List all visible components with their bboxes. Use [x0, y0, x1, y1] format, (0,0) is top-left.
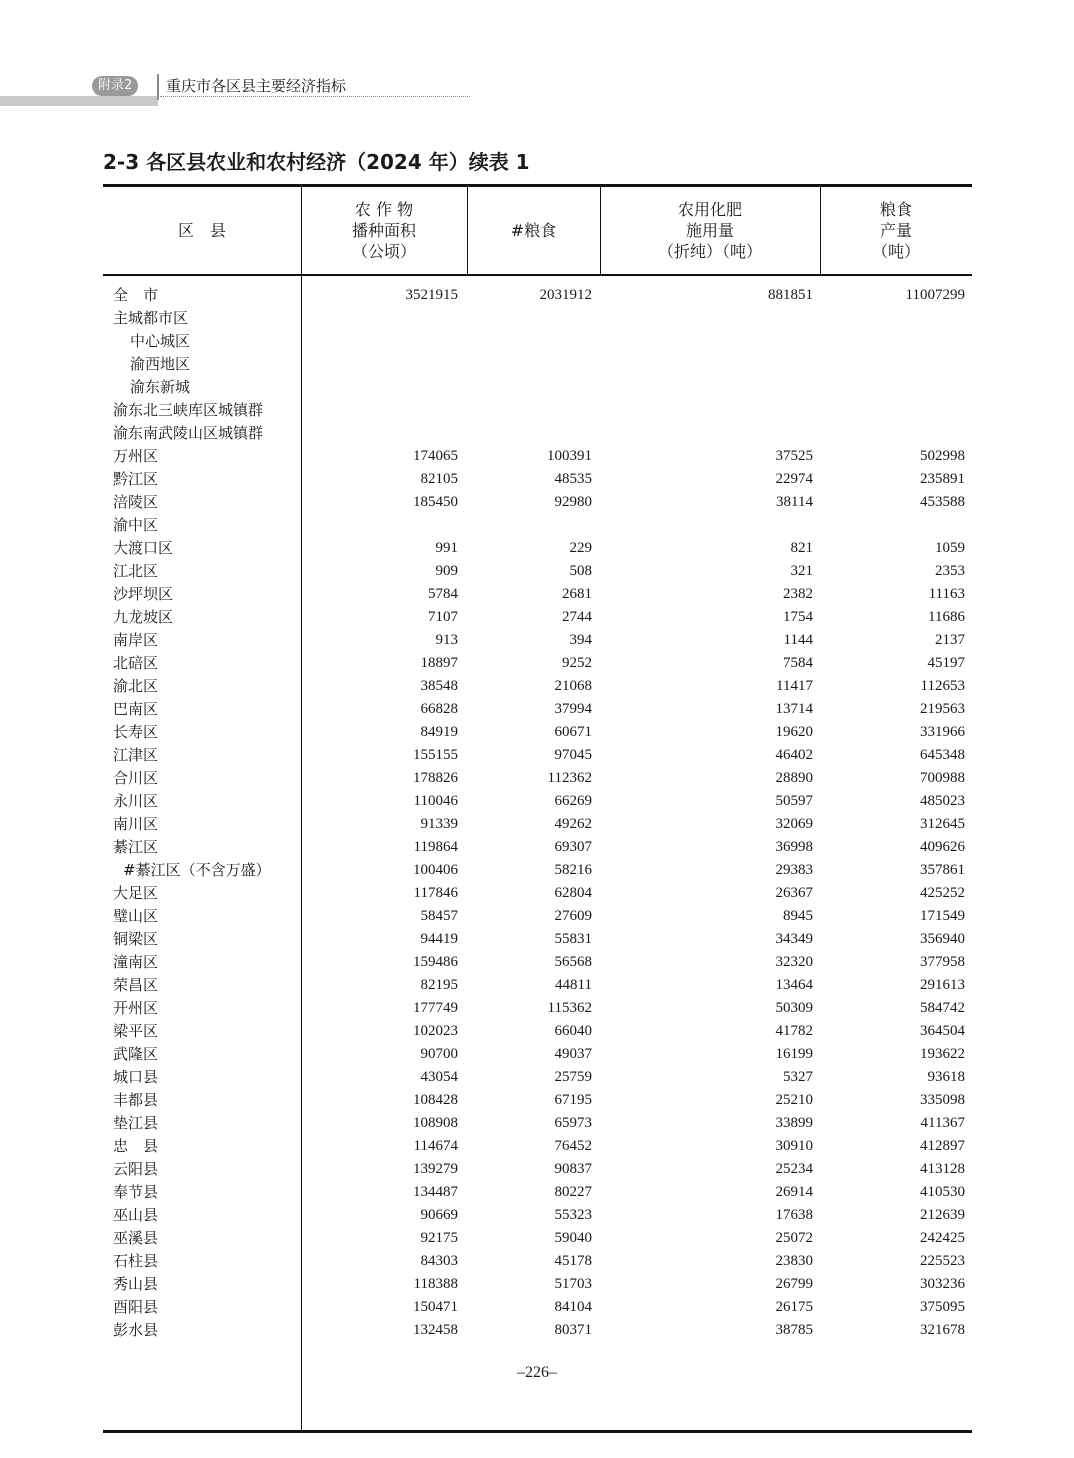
row-value-cell: 100406: [413, 862, 458, 878]
row-value-cell: 178826: [413, 770, 458, 786]
table-row: [103, 1273, 972, 1296]
row-value-cell: 219563: [920, 701, 965, 717]
row-value-cell: 291613: [920, 977, 965, 993]
row-region-name: 秀山县: [113, 1275, 159, 1293]
table-row: [103, 399, 972, 422]
row-value-cell: 38785: [775, 1322, 813, 1338]
row-value-cell: 700988: [920, 770, 965, 786]
row-value-cell: 502998: [920, 448, 965, 464]
row-value-cell: 357861: [920, 862, 965, 878]
row-value-cell: 9252: [562, 655, 592, 671]
row-value-cell: 453588: [920, 494, 965, 510]
row-value-cell: 821: [790, 540, 813, 556]
row-region-name: 渝北区: [113, 677, 159, 695]
row-value-cell: 356940: [920, 931, 965, 947]
row-value-cell: 90700: [420, 1046, 458, 1062]
row-region-name: 江津区: [113, 746, 159, 764]
table-row: [103, 859, 972, 882]
row-value-cell: 32320: [775, 954, 813, 970]
table-row: [103, 1066, 972, 1089]
row-value-cell: 335098: [920, 1092, 965, 1108]
row-region-name: 长寿区: [113, 723, 159, 741]
row-value-cell: 3521915: [405, 287, 458, 303]
row-region-name: 沙坪坝区: [113, 585, 174, 603]
table-row: [103, 1135, 972, 1158]
row-value-cell: 49037: [554, 1046, 592, 1062]
table-row: [103, 284, 972, 307]
row-value-cell: 90837: [554, 1161, 592, 1177]
row-value-cell: 881851: [768, 287, 813, 303]
table-row: [103, 974, 972, 997]
row-region-name: 巴南区: [113, 700, 159, 718]
row-value-cell: 66828: [420, 701, 458, 717]
row-value-cell: 97045: [554, 747, 592, 763]
row-value-cell: 80371: [554, 1322, 592, 1338]
row-region-name: 南岸区: [113, 631, 159, 649]
running-header: [0, 74, 470, 104]
row-value-cell: 59040: [554, 1230, 592, 1246]
statistics-table: [103, 184, 972, 1433]
row-value-cell: 185450: [413, 494, 458, 510]
row-value-cell: 8945: [783, 908, 813, 924]
row-value-cell: 22974: [775, 471, 813, 487]
row-value-cell: 5784: [428, 586, 458, 602]
row-value-cell: 38548: [420, 678, 458, 694]
row-value-cell: 44811: [555, 977, 592, 993]
table-row: [103, 1227, 972, 1250]
row-value-cell: 38114: [776, 494, 813, 510]
row-value-cell: 1059: [935, 540, 965, 556]
row-value-cell: 425252: [920, 885, 965, 901]
table-row: [103, 376, 972, 399]
row-region-name: 渝中区: [113, 516, 159, 534]
header-grain: [467, 187, 600, 274]
row-value-cell: 2031912: [539, 287, 592, 303]
row-region-name: 梁平区: [113, 1022, 159, 1040]
row-value-cell: 303236: [920, 1276, 965, 1292]
row-value-cell: 82105: [420, 471, 458, 487]
row-value-cell: 26175: [775, 1299, 813, 1315]
row-region-name: 永川区: [113, 792, 159, 810]
row-value-cell: 50309: [775, 1000, 813, 1016]
row-value-cell: 93618: [927, 1069, 965, 1085]
row-value-cell: 11686: [928, 609, 965, 625]
table-row: [103, 1250, 972, 1273]
table-row: [103, 813, 972, 836]
row-value-cell: 584742: [920, 1000, 965, 1016]
row-value-cell: 645348: [920, 747, 965, 763]
row-value-cell: 27609: [554, 908, 592, 924]
header-line: 农 作 物: [354, 200, 414, 219]
table-row: [103, 514, 972, 537]
row-value-cell: 94419: [420, 931, 458, 947]
row-value-cell: 34349: [775, 931, 813, 947]
header-line: 产量: [879, 221, 912, 240]
row-value-cell: 112362: [547, 770, 592, 786]
table-row: [103, 675, 972, 698]
row-value-cell: 229: [569, 540, 592, 556]
row-value-cell: 225523: [920, 1253, 965, 1269]
row-region-name: 垫江县: [113, 1114, 159, 1132]
row-region-name: 铜梁区: [113, 930, 159, 948]
table-row: [103, 905, 972, 928]
row-region-name: 石柱县: [113, 1252, 159, 1270]
table-row: [103, 491, 972, 514]
row-value-cell: 65973: [554, 1115, 592, 1131]
row-value-cell: 56568: [554, 954, 592, 970]
row-value-cell: 485023: [920, 793, 965, 809]
row-value-cell: 48535: [554, 471, 592, 487]
row-value-cell: 321: [790, 563, 813, 579]
table-row: [103, 1204, 972, 1227]
row-region-name: 綦江区: [113, 838, 159, 856]
row-value-cell: 212639: [920, 1207, 965, 1223]
running-header-title: 重庆市各区县主要经济指标: [166, 77, 347, 95]
header-line: （公顷）: [351, 242, 416, 261]
row-value-cell: 177749: [413, 1000, 458, 1016]
row-value-cell: 2681: [562, 586, 592, 602]
column-divider: [820, 187, 821, 274]
row-value-cell: 13714: [775, 701, 813, 717]
row-value-cell: 508: [569, 563, 592, 579]
table-row: [103, 537, 972, 560]
row-value-cell: 115362: [547, 1000, 592, 1016]
row-region-name: 大渡口区: [113, 539, 174, 557]
table-row: [103, 767, 972, 790]
table-row: [103, 468, 972, 491]
row-value-cell: 16199: [775, 1046, 813, 1062]
row-value-cell: 413128: [920, 1161, 965, 1177]
row-value-cell: 377958: [920, 954, 965, 970]
row-value-cell: 7584: [783, 655, 813, 671]
row-value-cell: 134487: [413, 1184, 458, 1200]
row-value-cell: 2353: [935, 563, 965, 579]
page-number: –226–: [517, 1364, 557, 1381]
row-region-name: 奉节县: [113, 1183, 159, 1201]
row-value-cell: 991: [435, 540, 458, 556]
row-value-cell: 21068: [554, 678, 592, 694]
row-value-cell: 331966: [920, 724, 965, 740]
row-value-cell: 150471: [413, 1299, 458, 1315]
row-value-cell: 33899: [775, 1115, 813, 1131]
row-value-cell: 80227: [554, 1184, 592, 1200]
row-value-cell: 60671: [554, 724, 592, 740]
row-value-cell: 119864: [413, 839, 458, 855]
row-value-cell: 117846: [413, 885, 458, 901]
row-region-name: 开州区: [113, 999, 159, 1017]
row-value-cell: 909: [435, 563, 458, 579]
table-row: [103, 1043, 972, 1066]
table-row: [103, 583, 972, 606]
row-value-cell: 409626: [920, 839, 965, 855]
row-value-cell: 36998: [775, 839, 813, 855]
row-value-cell: 18897: [420, 655, 458, 671]
row-value-cell: 114674: [413, 1138, 458, 1154]
table-row: [103, 606, 972, 629]
table-body: [103, 276, 972, 1430]
row-region-name: 忠 县: [113, 1137, 159, 1155]
row-value-cell: 84303: [420, 1253, 458, 1269]
row-value-cell: 26799: [775, 1276, 813, 1292]
row-value-cell: 91339: [420, 816, 458, 832]
row-region-name: 武隆区: [113, 1045, 159, 1063]
row-value-cell: 45197: [927, 655, 965, 671]
row-value-cell: 76452: [554, 1138, 592, 1154]
table-row: [103, 307, 972, 330]
table-row: [103, 652, 972, 675]
row-region-name: #綦江区（不含万盛）: [123, 861, 271, 879]
row-value-cell: 25234: [775, 1161, 813, 1177]
row-region-name: 丰都县: [113, 1091, 159, 1109]
row-value-cell: 51703: [554, 1276, 592, 1292]
row-value-cell: 394: [569, 632, 592, 648]
row-region-name: 酉阳县: [113, 1298, 159, 1316]
table-row: [103, 744, 972, 767]
row-region-name: 潼南区: [113, 953, 159, 971]
table-row: [103, 422, 972, 445]
row-value-cell: 28890: [775, 770, 813, 786]
row-value-cell: 58216: [554, 862, 592, 878]
row-value-cell: 92175: [420, 1230, 458, 1246]
row-value-cell: 82195: [420, 977, 458, 993]
row-value-cell: 84104: [554, 1299, 592, 1315]
row-value-cell: 410530: [920, 1184, 965, 1200]
row-region-name: 合川区: [113, 769, 159, 787]
row-value-cell: 112653: [920, 678, 965, 694]
table-header: [103, 187, 972, 276]
row-value-cell: 23830: [775, 1253, 813, 1269]
header-line: #粮食: [510, 221, 557, 240]
header-sown-area: [301, 187, 467, 274]
row-value-cell: 49262: [554, 816, 592, 832]
row-value-cell: 32069: [775, 816, 813, 832]
row-value-cell: 913: [435, 632, 458, 648]
row-value-cell: 2382: [783, 586, 813, 602]
table-title: 2-3 各区县农业和农村经济（2024 年）续表 1: [103, 150, 530, 174]
row-value-cell: 66269: [554, 793, 592, 809]
table-row: [103, 1158, 972, 1181]
row-value-cell: 55831: [554, 931, 592, 947]
table-row: [103, 721, 972, 744]
row-value-cell: 139279: [413, 1161, 458, 1177]
row-value-cell: 375095: [920, 1299, 965, 1315]
table-bottom-rule: [103, 1430, 972, 1433]
row-value-cell: 25759: [554, 1069, 592, 1085]
header-grain-output: [820, 187, 972, 274]
row-region-name: 城口县: [113, 1068, 159, 1086]
row-region-name: 中心城区: [130, 332, 191, 350]
header-region: [103, 187, 301, 274]
row-value-cell: 102023: [413, 1023, 458, 1039]
row-value-cell: 11163: [928, 586, 965, 602]
row-region-name: 大足区: [113, 884, 159, 902]
header-line: 施用量: [685, 221, 734, 240]
table-row: [103, 698, 972, 721]
row-value-cell: 1754: [783, 609, 813, 625]
row-value-cell: 67195: [554, 1092, 592, 1108]
header-line: （吨）: [871, 242, 920, 261]
row-value-cell: 29383: [775, 862, 813, 878]
table-row: [103, 836, 972, 859]
column-divider: [600, 187, 601, 274]
row-region-name: 巫山县: [113, 1206, 159, 1224]
row-value-cell: 108428: [413, 1092, 458, 1108]
row-value-cell: 37994: [554, 701, 592, 717]
table-row: [103, 445, 972, 468]
row-value-cell: 92980: [554, 494, 592, 510]
table-row: [103, 1296, 972, 1319]
row-value-cell: 412897: [920, 1138, 965, 1154]
row-region-name: 涪陵区: [113, 493, 159, 511]
row-value-cell: 110046: [413, 793, 458, 809]
row-value-cell: 364504: [920, 1023, 965, 1039]
table-row: [103, 928, 972, 951]
row-value-cell: 193622: [920, 1046, 965, 1062]
row-value-cell: 90669: [420, 1207, 458, 1223]
row-region-name: 黔江区: [113, 470, 159, 488]
row-region-name: 九龙坡区: [113, 608, 174, 626]
row-value-cell: 30910: [775, 1138, 813, 1154]
column-divider: [467, 187, 468, 274]
row-value-cell: 174065: [413, 448, 458, 464]
row-value-cell: 69307: [554, 839, 592, 855]
row-value-cell: 100391: [547, 448, 592, 464]
row-region-name: 主城都市区: [113, 309, 189, 327]
row-value-cell: 242425: [920, 1230, 965, 1246]
row-value-cell: 235891: [920, 471, 965, 487]
header-dotted-rule: [160, 96, 470, 97]
row-region-name: 璧山区: [113, 907, 159, 925]
appendix-tag: 附录2: [92, 76, 138, 96]
header-gray-bar: [0, 96, 158, 106]
row-value-cell: 43054: [420, 1069, 458, 1085]
row-value-cell: 171549: [920, 908, 965, 924]
row-value-cell: 11007299: [905, 287, 965, 303]
row-region-name: 渝东新城: [130, 378, 191, 396]
table-row: [103, 1319, 972, 1342]
row-region-name: 巫溪县: [113, 1229, 159, 1247]
row-value-cell: 13464: [775, 977, 813, 993]
header-region-label: 区 县: [177, 221, 226, 240]
row-value-cell: 26367: [775, 885, 813, 901]
row-value-cell: 108908: [413, 1115, 458, 1131]
row-region-name: 渝东南武陵山区城镇群: [113, 424, 264, 442]
row-region-name: 云阳县: [113, 1160, 159, 1178]
column-divider: [301, 187, 302, 274]
row-region-name: 彭水县: [113, 1321, 159, 1339]
header-line: 农用化肥: [677, 200, 742, 219]
row-value-cell: 58457: [420, 908, 458, 924]
row-region-name: 江北区: [113, 562, 159, 580]
table-row: [103, 1020, 972, 1043]
row-value-cell: 55323: [554, 1207, 592, 1223]
row-value-cell: 321678: [920, 1322, 965, 1338]
table-row: [103, 997, 972, 1020]
row-value-cell: 45178: [554, 1253, 592, 1269]
header-line: 播种面积: [351, 221, 416, 240]
row-value-cell: 17638: [775, 1207, 813, 1223]
header-line: （折纯）（吨）: [657, 242, 762, 261]
row-region-name: 北碚区: [113, 654, 159, 672]
row-region-name: 渝西地区: [130, 355, 191, 373]
table-row: [103, 1181, 972, 1204]
row-value-cell: 25072: [775, 1230, 813, 1246]
row-value-cell: 1144: [783, 632, 813, 648]
table-row: [103, 1112, 972, 1135]
row-value-cell: 155155: [413, 747, 458, 763]
row-value-cell: 118388: [413, 1276, 458, 1292]
table-row: [103, 951, 972, 974]
table-row: [103, 629, 972, 652]
row-value-cell: 37525: [775, 448, 813, 464]
row-region-name: 南川区: [113, 815, 159, 833]
row-value-cell: 46402: [775, 747, 813, 763]
row-value-cell: 66040: [554, 1023, 592, 1039]
row-value-cell: 50597: [775, 793, 813, 809]
header-line: 粮食: [879, 200, 912, 219]
row-value-cell: 7107: [428, 609, 458, 625]
row-value-cell: 411367: [920, 1115, 965, 1131]
row-value-cell: 62804: [554, 885, 592, 901]
row-value-cell: 159486: [413, 954, 458, 970]
row-value-cell: 19620: [775, 724, 813, 740]
row-value-cell: 26914: [775, 1184, 813, 1200]
table-row: [103, 882, 972, 905]
table-row: [103, 353, 972, 376]
row-value-cell: 312645: [920, 816, 965, 832]
table-row: [103, 790, 972, 813]
row-value-cell: 5327: [783, 1069, 813, 1085]
row-region-name: 全 市: [113, 286, 159, 304]
header-divider: [157, 74, 159, 100]
row-value-cell: 2137: [935, 632, 965, 648]
row-value-cell: 25210: [775, 1092, 813, 1108]
row-region-name: 万州区: [113, 447, 159, 465]
header-fertilizer: [600, 187, 820, 274]
row-value-cell: 41782: [775, 1023, 813, 1039]
table-row: [103, 560, 972, 583]
row-region-name: 荣昌区: [113, 976, 159, 994]
row-value-cell: 84919: [420, 724, 458, 740]
row-value-cell: 11417: [776, 678, 813, 694]
row-value-cell: 132458: [413, 1322, 458, 1338]
row-value-cell: 2744: [562, 609, 592, 625]
row-region-name: 渝东北三峡库区城镇群: [113, 401, 264, 419]
table-row: [103, 330, 972, 353]
table-row: [103, 1089, 972, 1112]
